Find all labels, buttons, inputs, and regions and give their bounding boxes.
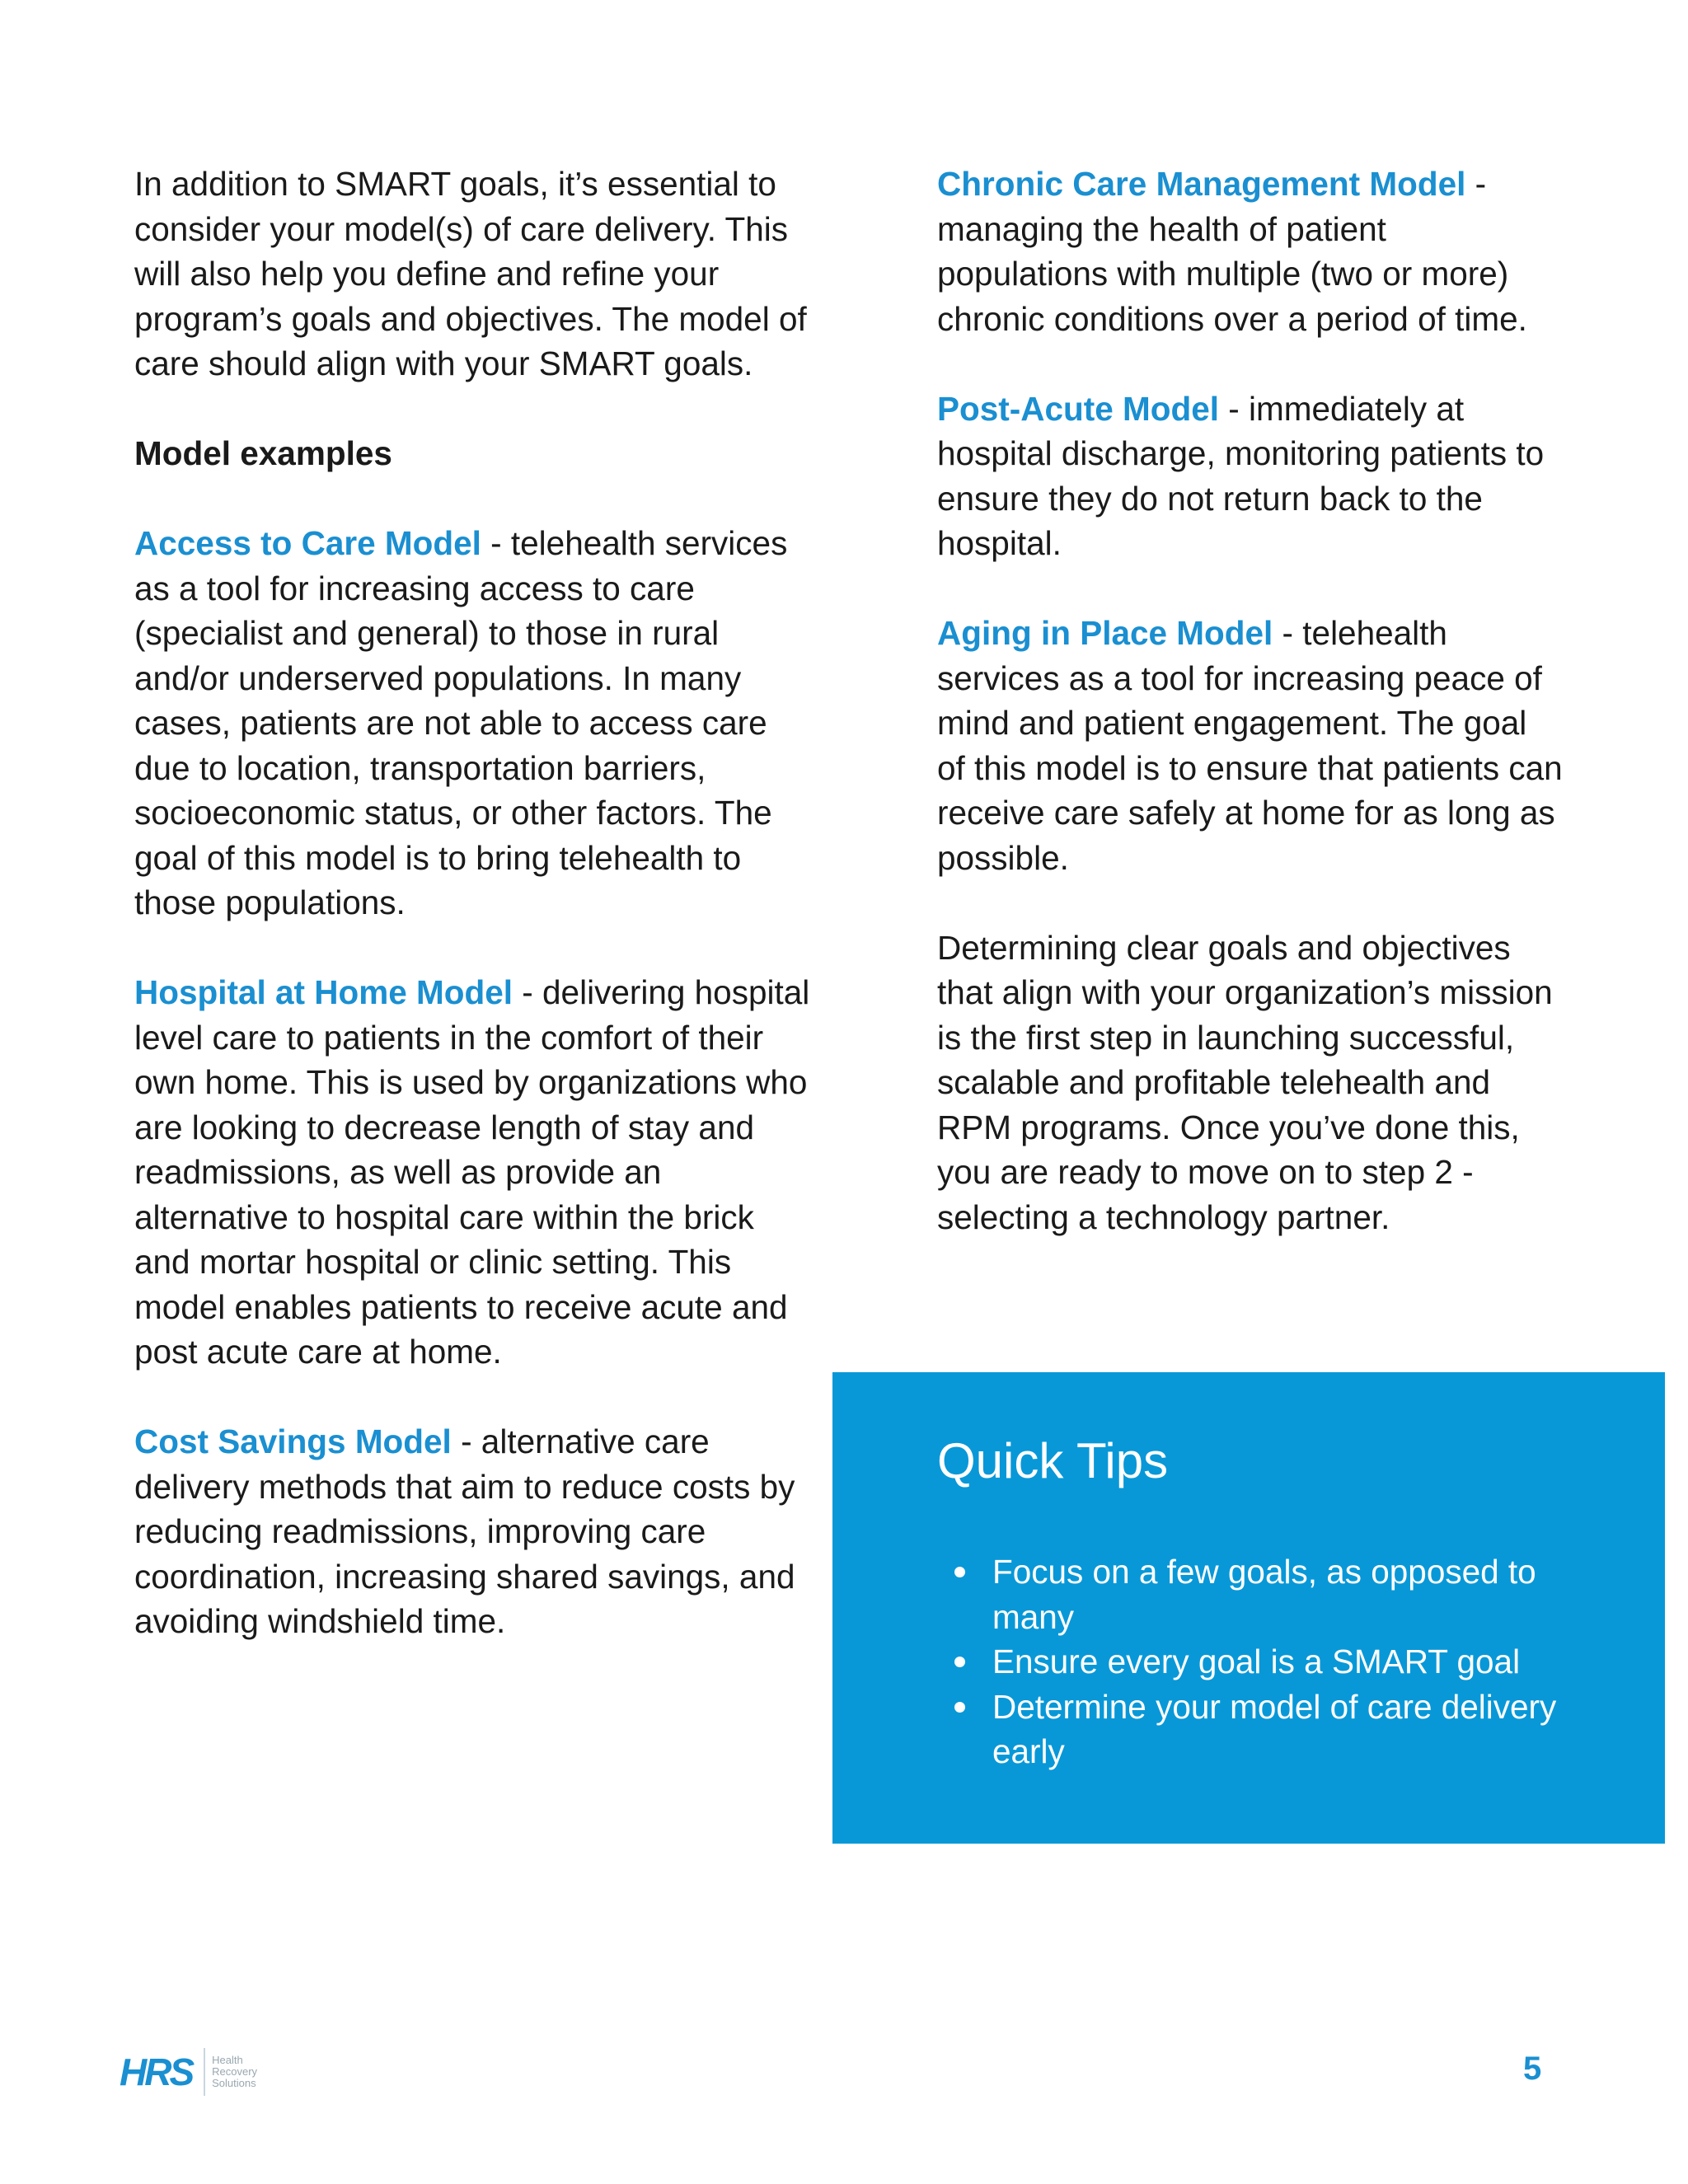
model-description: - alternative care delivery methods that aim to reduce costs by reducing readmissions, improving care coordination, increasing shared savings, and avoiding windshield time. bbox=[134, 1422, 795, 1640]
quick-tips-title: Quick Tips bbox=[937, 1433, 1169, 1488]
model-post-acute bbox=[937, 387, 1564, 566]
model-title: Aging in Place Model bbox=[937, 614, 1273, 652]
right-column bbox=[937, 162, 1564, 1285]
logo-word: Health bbox=[212, 2054, 243, 2066]
page-number: 5 bbox=[1523, 2050, 1542, 2087]
left-column bbox=[134, 162, 810, 1689]
logo-wordmark bbox=[212, 2055, 257, 2089]
quick-tips-list bbox=[937, 1549, 1619, 1774]
intro-paragraph: In addition to SMART goals, it’s essential to consider your model(s) of care delivery. This will also help you define and refine your program’s goals and objectives. The model of care should align with your SMART goals. bbox=[134, 165, 807, 382]
model-description: - managing the health of patient populations with multiple (two or more) chronic conditions over a period of time. bbox=[937, 165, 1527, 338]
logo-divider bbox=[204, 2048, 205, 2096]
model-description: - delivering hospital level care to patients in the comfort of their own home. This is used by organizations who are looking to decrease length of stay and readmissions, as well as provide an alternative to hospital care within the brick and mortar hospital or clinic setting. This model enables patients to receive acute and post acute care at home. bbox=[134, 973, 810, 1371]
model-title: Cost Savings Model bbox=[134, 1422, 452, 1460]
quick-tips-box bbox=[832, 1372, 1665, 1844]
list-item: Ensure every goal is a SMART goal bbox=[992, 1639, 1619, 1685]
hrs-logo bbox=[120, 2048, 257, 2096]
model-title: Post-Acute Model bbox=[937, 389, 1220, 428]
model-title: Chronic Care Management Model bbox=[937, 165, 1466, 203]
model-chronic-care-management bbox=[937, 162, 1564, 341]
model-description: - immediately at hospital discharge, monitoring patients to ensure they do not return back to the hospital. bbox=[937, 389, 1545, 562]
logo-word: Recovery bbox=[212, 2065, 258, 2078]
model-description: - telehealth services as a tool for increasing access to care (specialist and general) to those in rural and/or underserved populations. In many cases, patients are not able to access care due to location, transportation barriers, socioeconomic status, or other factors. The goal of this model is to bring telehealth to those populations. bbox=[134, 524, 788, 921]
model-title: Access to Care Model bbox=[134, 524, 481, 562]
logo-mark: HRS bbox=[120, 2050, 193, 2093]
list-item: Determine your model of care delivery early bbox=[992, 1685, 1619, 1774]
model-hospital-at-home bbox=[134, 970, 810, 1375]
model-aging-in-place bbox=[937, 611, 1564, 880]
list-item: Focus on a few goals, as opposed to many bbox=[992, 1549, 1619, 1639]
model-title: Hospital at Home Model bbox=[134, 973, 513, 1011]
closing-paragraph: Determining clear goals and objectives that align with your organization’s mission is the first step in launching successful, scalable and profitable telehealth and RPM programs. Once you’ve done this, you are ready to move on to step 2 - selecting a technology partner. bbox=[937, 928, 1553, 1236]
model-description: - telehealth services as a tool for increasing peace of mind and patient engagement. The goal of this model is to ensure that patients can receive care safely at home for as long as possible. bbox=[937, 614, 1563, 877]
model-cost-savings bbox=[134, 1419, 810, 1644]
logo-word: Solutions bbox=[212, 2077, 256, 2089]
model-access-to-care bbox=[134, 521, 810, 926]
model-examples-heading: Model examples bbox=[134, 434, 392, 472]
